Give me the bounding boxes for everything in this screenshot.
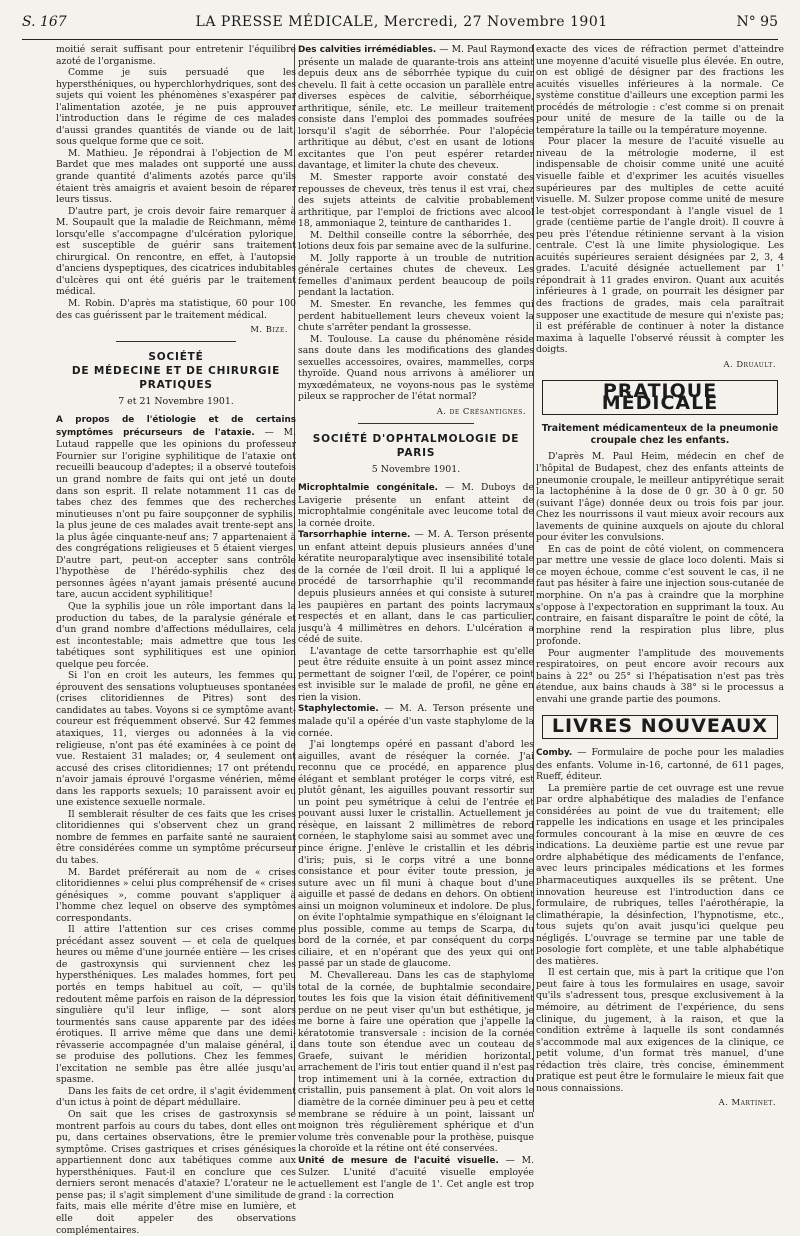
running-header bbox=[22, 14, 778, 40]
paragraph: M. Mathieu. Je répondrai à l'objection de M. Bardet que mes malades ont supporté une aussi grande quantité d'aliments azotés parce qu'ils étaient très amaigris et avaient besoin de réparer leurs tissus. bbox=[56, 147, 296, 206]
page-number: S. 167 bbox=[22, 14, 67, 30]
article-heading: A propos de l'étiologie et de certains symptômes précurseurs de l'ataxie. bbox=[56, 415, 296, 438]
paragraph: J'ai longtemps opéré en passant d'abord les aiguilles, avant de réséquer la cornée. J'ai reconnu que ce procédé, en apparence plus élégant et semblant protéger le corps vitré, est plutôt gênant, les aiguilles pouvant ressortir sur un point peu symétrique à celui de l'entrée et pouvant aussi luxer le cristallin. Actuellement je résèque, en laissant 2 millimètres de rebord cornéen, le staphylome saisi au sommet avec une pince érigne. J'enlève le cristallin et les débris d'iris; puis, si le corps vitré a une bonne consistance et pour éviter toute pression, je suture avec un fil muni à chaque bout d'une aiguille et passé de dedans en dehors. On obtient ainsi un moignon volumineux et indolore. De plus, on évite l'ophtalmie sympathique en s'éloignant le plus possible, comme au temps de Scarpa, du bord de la cornée, et par conséquent du corps ciliaire, et en n'opérant que des yeux qui ont passé par un stade de glaucome. bbox=[298, 739, 534, 970]
signature: A. Martinet. bbox=[718, 1097, 776, 1108]
paragraph: — Formulaire de poche pour les maladies des enfants. Volume in-16, cartonné, de 611 pages, Rueff, éditeur. bbox=[536, 746, 784, 783]
paragraph: Il est certain que, mis à part la critique que l'on peut faire à tous les formulaires en usage, savoir qu'ils s'adressent tous, presque exclusivement à la mémoire, au détriment de l'expérience, du sens clinique, du jugement, à la raison, et que la condition extrême à laquelle ils sont condamnés s'accommode mal aux exigences de la clinique, ce petit volume, d'un format très manuel, d'une rédaction très claire, très concise, éminemment pratique est peut être le formulaire le mieux fait que nous connaissions. bbox=[536, 967, 784, 1094]
paragraph: On sait que les crises de gastroxynsis se montrent parfois au cours du tabes, dont elles ont pu, dans certaines observations, être le premier symptôme. Crises gastriques et crises génésiques appartiennent donc aux tabétiques comme aux hypersthéniques. Faut-il en conclure que ces derniers seront menacés d'ataxie? L'orateur ne le pense pas; il s'agit simplement d'une similitude de faits, mais elle mérite d'être mise en lumière, et elle doit appeler des observations complémentaires. bbox=[56, 1109, 296, 1236]
issue-number: N° 95 bbox=[736, 14, 778, 30]
paragraph: M. Delthil conseille contre la séborrhée, des lotions deux fois par semaine avec de la sulfurine. bbox=[298, 229, 534, 253]
paragraph: M. Chevallereau. Dans les cas de staphylome total de la cornée, de buphtalmie secondaire, toutes les fois que la vision était définitivement perdue on ne peut viser qu'un but esthétique, je me borne à faire une opération que j'appelle la kératotomie transversale : incision de la cornée dans toute son étendue avec un couteau de Graefe, suivant le méridien horizontal, arrachement de l'iris tout entier quand il n'est pas trop intimement uni à la cornée, extraction du cristallin, puis pansement à plat. On voit alors le diamètre de la cornée diminuer peu à peu et cette membrane se réduire à un point, laissant un moignon très régulièrement sphérique et d'un volume très convenable pour la prothèse, puisque la choroïde et la rétine ont été conservées. bbox=[298, 970, 534, 1155]
paragraph: M. Smester rapporte avoir constaté des repousses de cheveux, très tenus il est vrai, chez des sujets atteints de calvitie probablement arthritique, par l'emploi de frictions avec alcool 18, ammoniaque 2, teinture de cantharides 1. bbox=[298, 172, 534, 230]
paragraph: L'avantage de cette tarsorrhaphie est qu'elle peut être réduite ensuite à un point assez mince permettant de soigner l'œil, de l'opérer, ce point est invisible sur le malade de profil, ne gêne en rien la vision. bbox=[298, 645, 534, 703]
paragraph: D'après M. Paul Heim, médecin en chef de l'hôpital de Budapest, chez des enfants atteints de pneumonie croupale, le meilleur antipyrétique serait la lactophénine à la dose de 0 gr. 30 à 0 gr. 50 (suivant l'âge) donnée deux ou trois fois par jour. Chez les nourrissons il vaut mieux avoir recours aux lavements de quinine auxquels on ajoute du chloral pour éviter les convulsions. bbox=[536, 451, 784, 544]
paragraph: M. Robin. D'après ma statistique, 60 pour 100 des cas guérissent par le traitement médical. bbox=[56, 298, 296, 321]
separator-rule bbox=[358, 423, 474, 424]
paragraph: — M. Duboys de Lavigerie présente un enfant atteint de microphtalmie congénitale avec leucome total de la cornée droite. bbox=[298, 482, 534, 529]
column-2 bbox=[298, 44, 534, 1202]
paragraph: Dans les faits de cet ordre, il s'agit évidemment d'un ictus à point de départ médullaire. bbox=[56, 1085, 296, 1109]
signature: A. de Crésantignes. bbox=[436, 405, 526, 416]
paragraph: Pour placer la mesure de l'acuité visuelle au niveau de la métrologie moderne, il est indispensable de choisir comme unité une acuité visuelle faible et d'exprimer les acuités visuelles supérieures par des multiples de cette acuité visuelle. M. Sulzer propose comme unité de mesure le test-objet correspondant à l'angle visuel de 1 grade (centième partie de l'angle droit). Il couvre à peu près l'étendue rétinienne servant à la vision centrale. C'est là une limite physiologique. Les acuités supérieures seraient désignées par 2, 3, 4 grades. L'acuité désignée actuellement par 1' répondrait à 11 grades environ. Quant aux acuités inférieures à 1 grade, on pourrait les désigner par des fractions de grades, mais cela paraîtrait supposer une exactitude de mesure qui n'existe pas; il est préférable de continuer à noter la distance maxima à laquelle l'observé réussit à compter les doigts. bbox=[536, 136, 784, 356]
paragraph: exacte des vices de réfraction permet d'atteindre une moyenne d'acuité visuelle plus élevée. En outre, on est obligé de désigner par des fractions les acuités visuelles inférieures à la normale. Ce système constitue d'ailleurs une exception parmi les procédés de métrologie : c'est comme si on prenait pour unité de mesure de la taille ou de la température la taille ou la température moyenne. bbox=[536, 44, 784, 136]
column-1 bbox=[56, 44, 296, 1236]
paragraph: Il semblerait résulter de ces faits que les crises clitoridiennes qui s'observent chez un grand nombre de femmes en parfaite santé ne sauraient être considérées comme un symptôme précurseur du tabes. bbox=[56, 808, 296, 866]
paragraph: — M. A. Terson présente un enfant atteint depuis plusieurs années d'une kératite neuroparalytique avec insensibilité totale de la cornée de l'œil droit. Il lui a appliqué le procédé de tarsorrhaphie qu'il recommande depuis plusieurs années et qui consiste à suturer les paupières en partant des points lacrymaux respectés et en allant, dans le cas particulier, jusqu'à 4 millimètres en dehors. L'ulcération a cédé de suite. bbox=[298, 529, 534, 646]
section-date: 7 et 21 Novembre 1901. bbox=[118, 395, 234, 407]
paragraph: Que la syphilis joue un rôle important dans la production du tabes, de la paralysie générale et d'un grand nombre d'affections médullaires, cela est incontestable; mais admettre que tous les tabétiques sont syphilitiques est une opinion quelque peu forcée. bbox=[56, 600, 296, 670]
article-heading: Microphtalmie congénitale. bbox=[298, 483, 439, 494]
paragraph: M. Smester. En revanche, les femmes qui perdent habituellement leurs cheveux voient la chute s'arrêter pendant la grossesse. bbox=[298, 299, 534, 334]
journal-title: LA PRESSE MÉDICALE, Mercredi, 27 Novembre 1901 bbox=[195, 14, 608, 30]
separator-rule bbox=[116, 341, 236, 342]
paragraph: M. Bardet préférerait au nom de « crises clitoridiennes » celui plus compréhensif de « crises génésiques », comme pouvant s'appliquer à l'homme chez lequel on observe des symptômes correspondants. bbox=[56, 866, 296, 924]
article-heading: Des calvities irrémédiables. bbox=[298, 45, 437, 55]
paragraph: M. Toulouse. La cause du phénomène réside sans doute dans les modifications des glandes sexuelles accessoires, ovaires, mammelles, corps thyroïde. Quand nous arrivons à améliorer un myxœdémateux, ne voyons-nous pas le système pileux se rapprocher de l'état normal? bbox=[298, 333, 534, 403]
paragraph: — M. Lutaud rappelle que les opinions du professeur Fournier sur l'origine syphilitique de l'ataxie ont recueilli beaucoup d'adeptes; il a observé toutefois un grand nombre de faits qui ont jeté un doute dans son esprit. Il relate notamment 11 cas de tabes chez des femmes que des recherches minutieuses n'ont pu faire soupçonner de syphilis; la plus jeune de ces malades avait trente-sept ans, la plus âgée cinquante-neuf ans; 7 appartenaient à des congrégations religieuses et 5 étaient vierges. D'autre part, peut-on accepter sans contrôle l'hypothèse de l'hérédo-syphilis chez des personnes âgées n'ayant jamais présenté aucune tare, aucun accident syphilitique! bbox=[56, 426, 296, 601]
paragraph: moitié serait suffisant pour entretenir l'équilibre azoté de l'organisme. bbox=[56, 44, 296, 67]
paragraph: — M. Paul Raymond présente un malade de quarante-trois ans atteint depuis deux ans de séborrhée typique du cuir chevelu. Il fait à cette occasion un parallèle entre diverses espèces de calvitie, séborrhéique, arthritique, sénile, etc. Le meilleur traitement consiste dans l'emploi des pommades soufrées lorsqu'il s'agit de séborrhée. Pour l'alopécie arthritique au début, c'est en usant de lotions excitantes que l'on peut espérer retarder davantage, et limiter la chute des cheveux. bbox=[298, 44, 534, 172]
section-banner: PRATIQUE MÉDICALE bbox=[542, 380, 778, 415]
article-heading: Unité de mesure de l'acuité visuelle. bbox=[298, 1155, 499, 1166]
paragraph: — M. Sulzer. L'unité d'acuité visuelle employée actuellement est l'angle de 1'. Cet angle est trop grand : la correction bbox=[298, 1154, 534, 1202]
paragraph: Pour augmenter l'amplitude des mouvements respiratoires, on peut encore avoir recours aux bains à 22° ou 25° si l'hépatisation n'est pas très étendue, aux bains chauds à 38° si le processus a envahi une grande partie des poumons. bbox=[536, 647, 784, 705]
paragraph: En cas de point de côté violent, on commencera par mettre une vessie de glace loco dolenti. Mais si ce moyen échoue, comme c'est souvent le cas, il ne faut pas hésiter à faire une injection sous-cutanée de morphine. On n'a pas à craindre que la morphine s'oppose à l'expectoration en supprimant la toux. Au contraire, en faisant disparaître le point de côté, la morphine rend la respiration plus libre, plus profonde. bbox=[536, 543, 784, 648]
paragraph: Il attire l'attention sur ces crises comme précédant assez souvent — et cela de quelques heures ou même d'une journée entière — les crises de gastroxynsis qui surviennent chez les hypersthéniques. Les malades hommes, fort peu portés en temps habituel au coït, — qu'ils redoutent même parfois en raison de la dépression singulière qu'il leur inflige, — sont alors tourmentés sans cause apparente par des idées érotiques. Il arrive même que dans une demi-rêvasserie accompagnée d'un malaise général, il se produise des pollutions. Chez les femmes, l'excitation ne semble pas être allée jusqu'au spasme. bbox=[56, 924, 296, 1086]
signature: A. Druault. bbox=[723, 358, 776, 369]
paragraph: — M. A. Terson présente une malade qu'il a opérée d'un vaste staphylome de la cornée. bbox=[298, 703, 534, 739]
paragraph: Si l'on en croit les auteurs, les femmes qui éprouvent des sensations voluptueuses spontanées (crises clitoridiennes de Pitres) sont des candidates au tabes. Voyons si ce symptôme avant-coureur est fréquemment observé. Sur 42 femmes ataxiques, 11, vierges ou adonnées à la vie religieuse, n'ont pas été examinées à ce point de vue. Restaient 31 malades; or, 4 seulement ont accusé des crises clitoridiennes; 17 ont prétendu n'avoir jamais éprouvé l'orgasme vénérien, même dans les rapports sexuels; 10 paraissent avoir eu une existence sexuelle normale. bbox=[56, 670, 296, 809]
article-heading: Traitement médicamenteux de la pneumonie croupale chez les enfants. bbox=[541, 423, 779, 447]
section-date: 5 Novembre 1901. bbox=[371, 463, 461, 475]
column-3 bbox=[536, 44, 784, 1113]
article-heading: Tarsorrhaphie interne. bbox=[298, 530, 411, 541]
paragraph: M. Jolly rapporte à un trouble de nutrition générale certaines chutes de cheveux. Les femelles d'animaux perdent beaucoup de poils pendant la lactation. bbox=[298, 252, 534, 299]
section-title: SOCIÉTÉ D'OPHTALMOLOGIE DE PARIS bbox=[312, 432, 520, 459]
book-author: Comby. bbox=[536, 747, 573, 758]
section-banner: LIVRES NOUVEAUX bbox=[542, 715, 778, 739]
article-heading: Staphylectomie. bbox=[298, 704, 379, 715]
paragraph: D'autre part, je crois devoir faire remarquer à M. Soupault que la maladie de Reichmann, même lorsqu'elle s'accompagne d'ulcération pylorique, est susceptible de guérir sans traitement chirurgical. On rencontre, en effet, à l'autopsie d'anciens dyspeptiques, des cicatrices indubitables d'ulcères qui ont été guéris par le traitement médical. bbox=[56, 205, 296, 298]
paragraph: La première partie de cet ouvrage est une revue par ordre alphabétique des maladies de l'enfance considérées au point de vue du traitement; elle rappelle les indications en usage et les principales formules concourant à la mise en œuvre de ces indications. La deuxième partie est une revue par ordre alphabétique des médicaments de l'enfance, avec leurs principales médications et les formes pharmaceutiques auxquelles ils se prêtent. Une innovation heureuse est l'introduction dans ce formulaire, de rubriques, telles l'aérothérapie, la climathérapie, la désinfection, l'hypnotisme, etc., tous sujets qu'on avait jusqu'ici quelque peu négligés. L'ouvrage se termine par une table de posologie fort complète, et une table alphabétique des matières. bbox=[536, 782, 784, 967]
signature: M. Bize. bbox=[250, 324, 288, 335]
paragraph: Comme je suis persuadé que les hypersthéniques, ou hyperchlorhydriques, sont des sujets qui voient les phénomènes s'exaspérer par l'alimentation azotée, je ne puis approuver l'introduction dans le régime de ces malades d'aussi grandes quantités de viande ou de lait, sous quelque forme que ce soit. bbox=[56, 67, 296, 148]
section-title: SOCIÉTÉ DE MÉDECINE ET DE CHIRURGIE PRATIQUES bbox=[71, 350, 281, 391]
